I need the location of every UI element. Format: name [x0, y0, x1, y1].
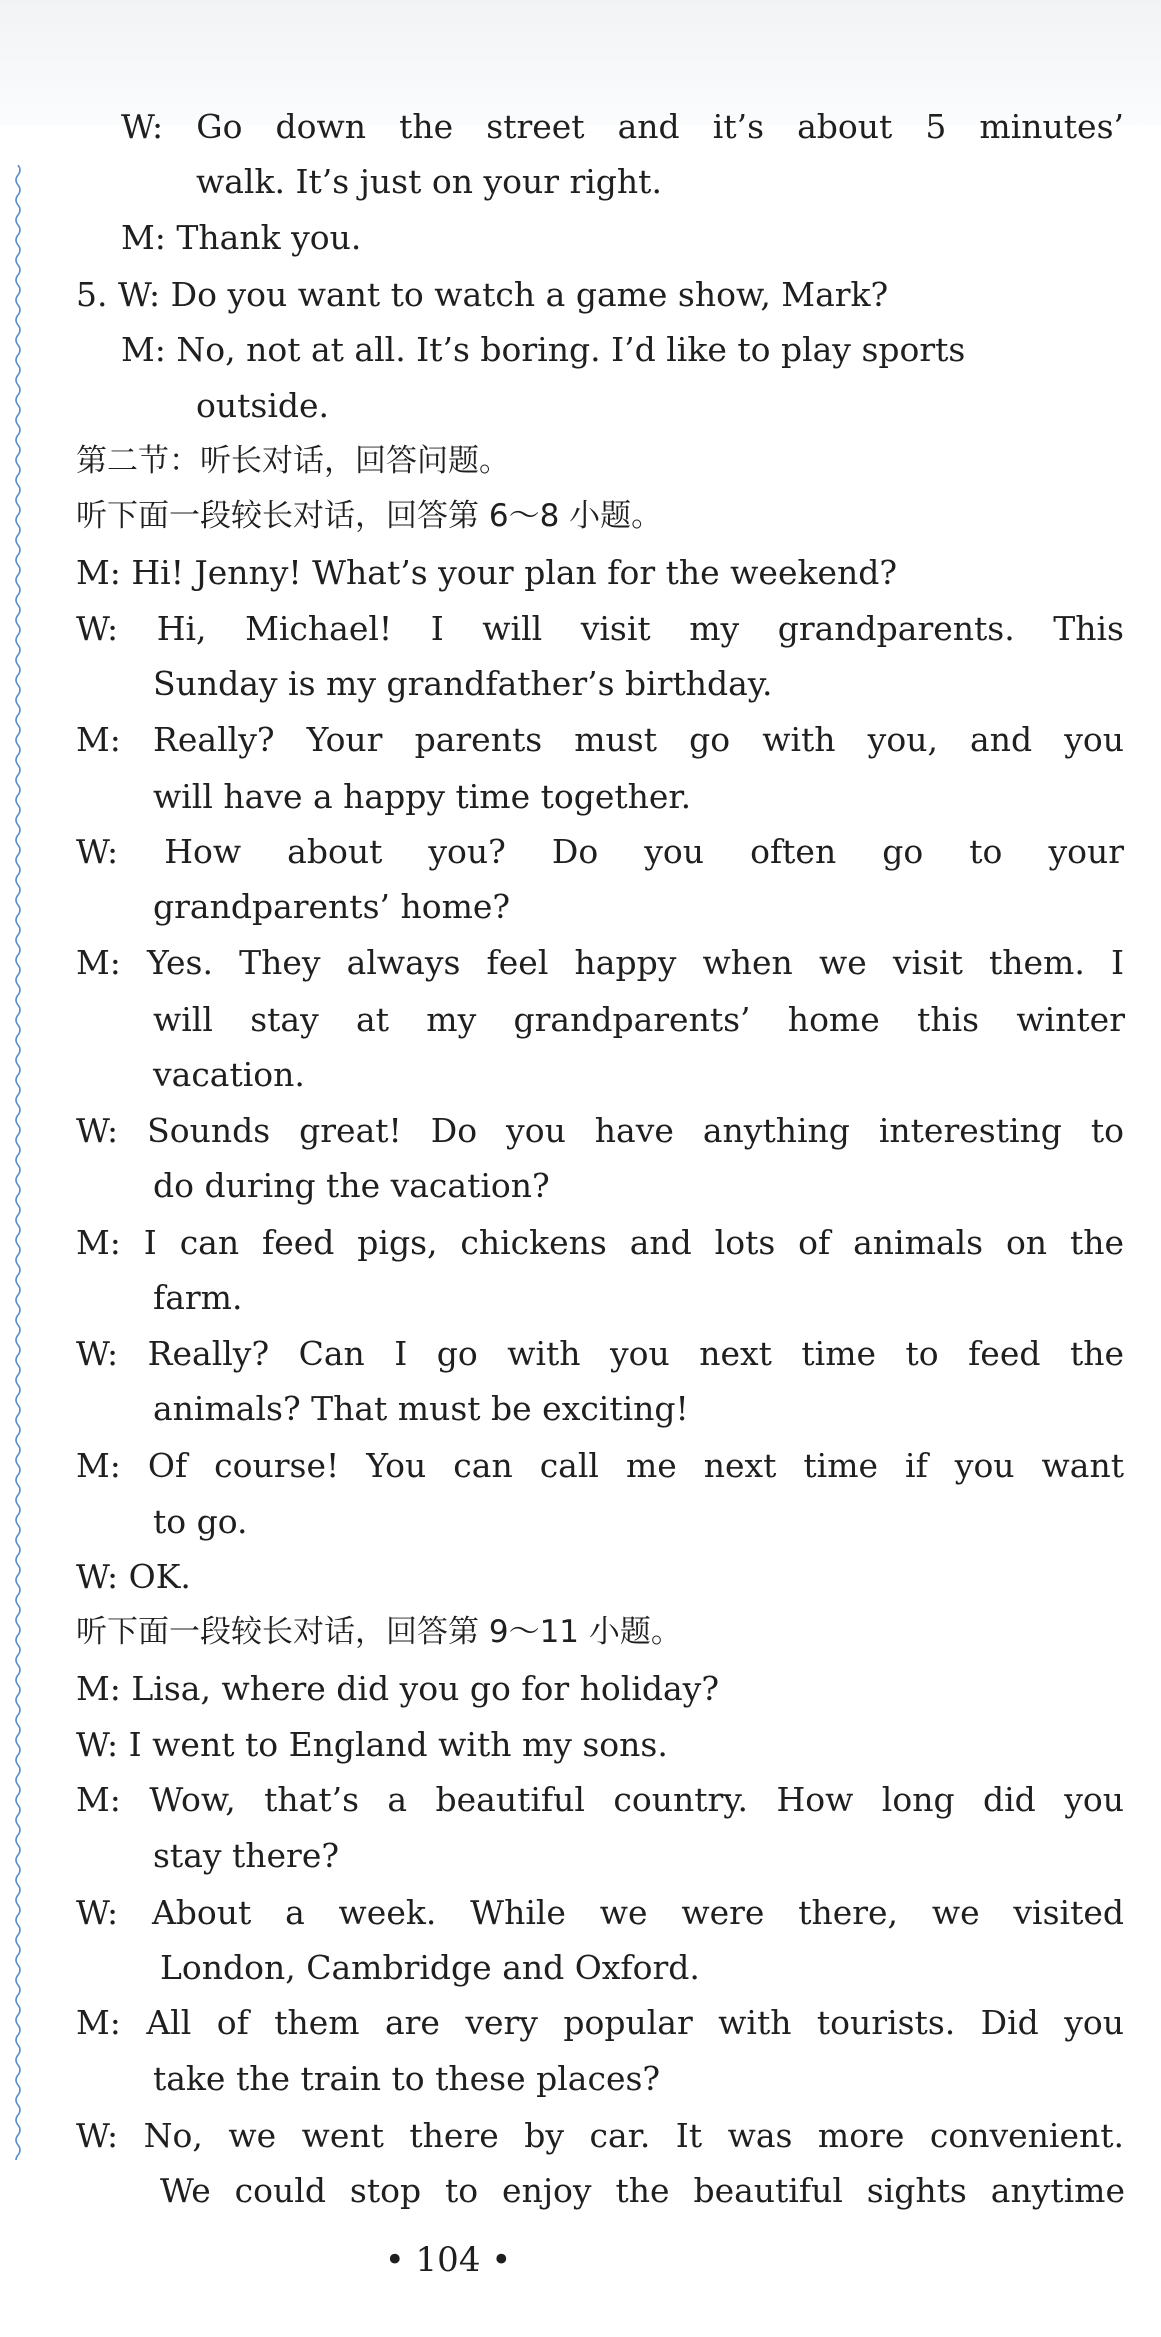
text-line: grandparents’ home? — [153, 887, 511, 926]
text-line: M: I can feed pigs, chickens and lots of animals on the — [76, 1223, 1124, 1262]
text-line: M: Really? Your parents must go with you, and you — [76, 720, 1124, 759]
text-line: W: Sounds great! Do you have anything interesting to — [76, 1111, 1124, 1150]
text-line: walk. It’s just on your right. — [196, 162, 662, 201]
text-line: W: I went to England with my sons. — [76, 1725, 668, 1764]
text-line: London, Cambridge and Oxford. — [160, 1948, 700, 1987]
text-line: animals? That must be exciting! — [153, 1389, 689, 1428]
text-line: 5. W: Do you want to watch a game show, Mark? — [76, 275, 889, 314]
text-line: M: Of course! You can call me next time if you want — [76, 1446, 1124, 1485]
text-line: vacation. — [153, 1055, 305, 1094]
text-line: outside. — [196, 386, 330, 425]
text-line: W: OK. — [76, 1557, 191, 1596]
instruction-line: 听下面一段较长对话，回答第 9～11 小题。 — [76, 1614, 682, 1650]
text-line: stay there? — [153, 1836, 340, 1875]
text-line: W: About a week. While we were there, we visited — [76, 1893, 1124, 1932]
text-line: do during the vacation? — [153, 1166, 550, 1205]
text-line: W: No, we went there by car. It was more convenient. — [76, 2116, 1124, 2155]
text-line: farm. — [153, 1278, 243, 1317]
text-line: We could stop to enjoy the beautiful sights anytime — [160, 2171, 1125, 2210]
text-line: to go. — [153, 1502, 248, 1541]
text-line: will stay at my grandparents’ home this winter — [153, 1000, 1125, 1039]
text-line: take the train to these places? — [153, 2059, 661, 2098]
text-line: will have a happy time together. — [153, 777, 692, 816]
text-line: M: All of them are very popular with tourists. Did you — [76, 2003, 1124, 2042]
text-line: W: Hi, Michael! I will visit my grandparents. This — [76, 609, 1124, 648]
text-line: M: Hi! Jenny! What’s your plan for the weekend? — [76, 553, 898, 592]
instruction-line: 听下面一段较长对话，回答第 6～8 小题。 — [76, 498, 663, 534]
text-line: W: Go down the street and it’s about 5 minutes’ — [121, 107, 1124, 146]
binding-wavy-line — [14, 165, 22, 2160]
page-number: • 104 • — [384, 2240, 512, 2280]
text-line: M: No, not at all. It’s boring. I’d like to play sports — [121, 330, 966, 369]
text-line: M: Yes. They always feel happy when we visit them. I — [76, 943, 1124, 982]
text-line: Sunday is my grandfather’s birthday. — [153, 664, 773, 703]
text-line: M: Lisa, where did you go for holiday? — [76, 1669, 720, 1708]
section-heading: 第二节：听长对话，回答问题。 — [76, 443, 510, 479]
text-line: W: How about you? Do you often go to your — [76, 832, 1124, 871]
text-line: M: Wow, that’s a beautiful country. How long did you — [76, 1780, 1124, 1819]
text-line: W: Really? Can I go with you next time to feed the — [76, 1334, 1124, 1373]
text-line: M: Thank you. — [121, 218, 362, 257]
